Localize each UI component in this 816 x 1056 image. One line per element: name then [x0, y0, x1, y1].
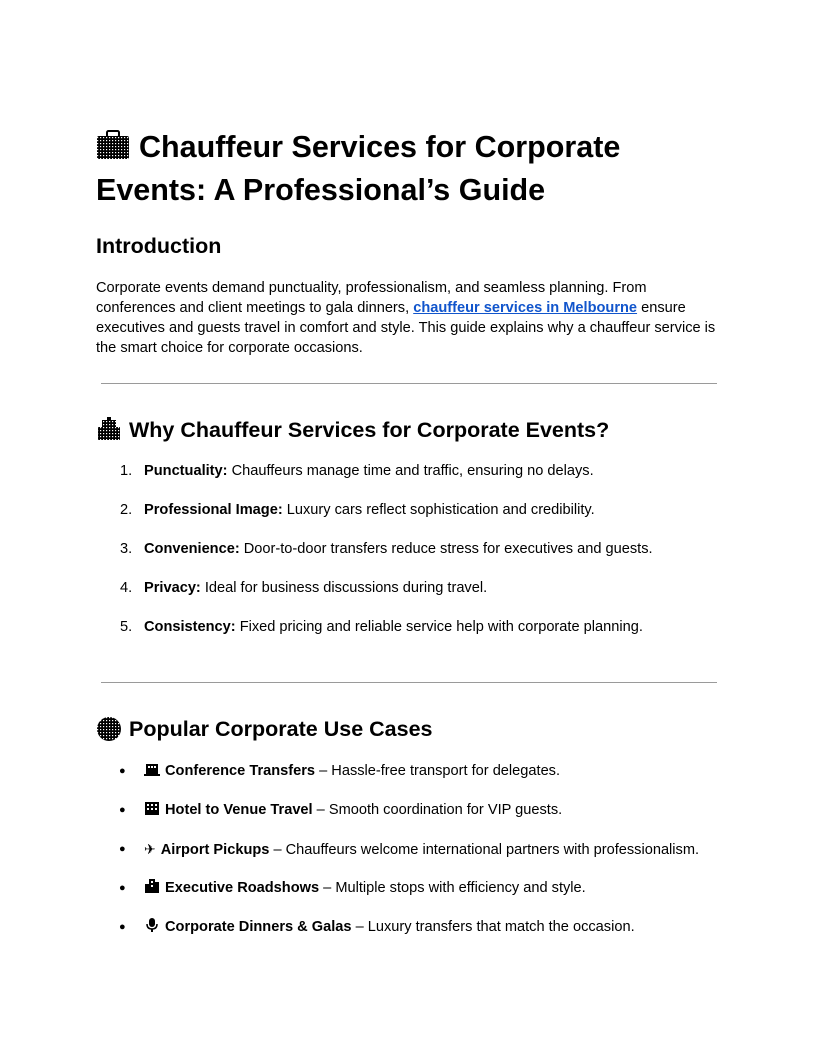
item-bold: Airport Pickups [160, 842, 270, 858]
hotel-icon [144, 800, 160, 816]
bullet: ● [119, 843, 126, 855]
item-bold: Professional Image: [144, 502, 283, 518]
page-title [96, 127, 720, 210]
divider [101, 383, 717, 384]
item-bold: Conference Transfers [165, 763, 316, 779]
uses-heading-text: Popular Corporate Use Cases [129, 717, 433, 741]
intro-heading: Introduction [96, 234, 222, 258]
list-number: 5. [120, 619, 133, 635]
uses-heading [96, 715, 433, 743]
chauffeur-services-link[interactable]: chauffeur services in Melbourne [413, 300, 638, 316]
item-text: – Multiple stops with efficiency and style. [319, 880, 586, 896]
bullet: ● [119, 882, 126, 894]
list-item [96, 839, 720, 878]
list-item [96, 761, 720, 800]
intro-paragraph [96, 278, 720, 358]
briefcase-icon [96, 130, 130, 170]
office-building-icon [96, 417, 122, 443]
reasons-list [96, 461, 720, 656]
list-number: 3. [120, 541, 133, 557]
conference-icon [144, 761, 160, 777]
list-item [96, 878, 720, 917]
cityscape-icon [144, 878, 160, 894]
why-heading [96, 416, 609, 444]
airplane-icon: ✈ [144, 841, 156, 857]
item-bold: Punctuality: [144, 463, 228, 479]
list-number: 1. [120, 463, 133, 479]
item-text: Ideal for business discussions during travel. [200, 580, 488, 596]
list-item [96, 800, 720, 839]
list-number: 2. [120, 502, 133, 518]
list-item [96, 617, 720, 656]
item-text: Fixed pricing and reliable service help with corporate planning. [235, 619, 643, 635]
list-item [96, 917, 720, 956]
item-text: Door-to-door transfers reduce stress for executives and guests. [239, 541, 653, 557]
item-text: Luxury cars reflect sophistication and credibility. [282, 502, 595, 518]
bullet: ● [119, 804, 126, 816]
microphone-icon [144, 917, 160, 933]
item-bold: Corporate Dinners & Galas [165, 919, 352, 935]
item-bold: Convenience: [144, 541, 240, 557]
item-bold: Privacy: [144, 580, 201, 596]
list-number: 4. [120, 580, 133, 596]
globe-icon [96, 716, 122, 742]
item-text: – Chauffeurs welcome international partners with professionalism. [269, 842, 700, 858]
intro-text-after: ensure executives and guests travel in comfort and style. This guide explains why a chauffeur service is the smart choice for corporate occasions. [96, 300, 716, 356]
list-item [96, 539, 720, 578]
item-text: – Luxury transfers that match the occasion. [351, 919, 635, 935]
item-text: Chauffeurs manage time and traffic, ensuring no delays. [227, 463, 594, 479]
why-heading-text: Why Chauffeur Services for Corporate Events? [129, 418, 610, 442]
uses-list [96, 761, 720, 956]
bullet: ● [119, 921, 126, 933]
list-item [96, 461, 720, 500]
list-item [96, 500, 720, 539]
item-text: – Smooth coordination for VIP guests. [312, 802, 563, 818]
title-text: Chauffeur Services for Corporate Events: A Professional’s Guide [96, 130, 621, 207]
divider [101, 682, 717, 683]
list-item [96, 578, 720, 617]
item-bold: Executive Roadshows [165, 880, 320, 896]
item-text: – Hassle-free transport for delegates. [315, 763, 561, 779]
item-bold: Hotel to Venue Travel [165, 802, 313, 818]
item-bold: Consistency: [144, 619, 236, 635]
intro-text-before: Corporate events demand punctuality, professionalism, and seamless planning. From conferences and client meetings to gala dinners, [96, 280, 647, 316]
bullet: ● [119, 765, 126, 777]
